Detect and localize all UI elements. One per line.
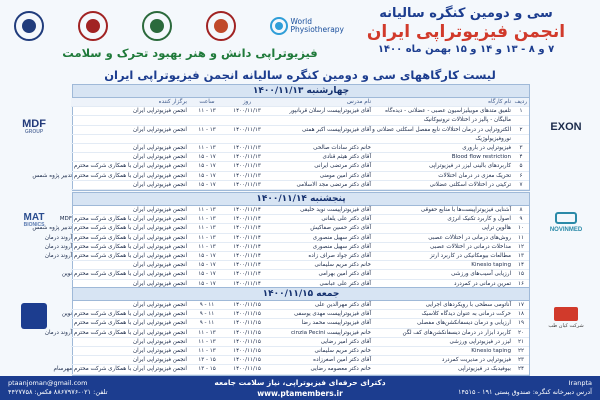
cell-time: ۱۳ - ۱۱ bbox=[189, 233, 225, 242]
cell-organizer: انجمن فیزیوتراپی ایران با همکاری شرکت محترم تدبیر پژوه شمس bbox=[32, 225, 187, 232]
cell-organizer: انجمن فیزیوتراپی ایران bbox=[71, 144, 189, 153]
cell-idx: ۵ bbox=[513, 162, 529, 171]
cell-time: ۱۷ - ۱۵ bbox=[189, 279, 225, 288]
table-row bbox=[71, 116, 529, 125]
cell-lecturer: آقای دکتر امین اصغرزاده bbox=[269, 356, 373, 365]
table-header-row bbox=[71, 98, 529, 107]
cell-title: نوروفیزیولوژیک bbox=[373, 134, 513, 143]
cell-lecturer: آقای فیزیوتراپیست نوید خلیقی bbox=[269, 206, 373, 215]
cell-idx: ۱۳ bbox=[513, 252, 529, 261]
congress-line2: انجمن فیزیوتراپی ایران bbox=[366, 21, 566, 42]
cell-idx: ۱۲ bbox=[513, 242, 529, 251]
cell-title: حرکت درمانی به عنوان دیدگاه کلاسیک bbox=[373, 310, 513, 319]
cell-organizer: انجمن فیزیوتراپی ایران bbox=[71, 279, 189, 288]
cell-title: Kinesio taping bbox=[373, 261, 513, 270]
cell-time: ۱۱ - ۹ bbox=[189, 319, 225, 328]
cell-lecturer bbox=[269, 116, 373, 125]
cell-lecturer: آقای دکتر علی عباسی bbox=[269, 279, 373, 288]
footer-right bbox=[452, 379, 592, 397]
cell-organizer: انجمن فیزیوتراپی ایران bbox=[71, 337, 189, 346]
cell-title: هالوپن تراپی bbox=[373, 224, 513, 233]
cell-date: ۱۴۰۰/۱۱/۱۵ bbox=[225, 356, 269, 365]
day-header: جمعه ۱۴۰۰/۱۱/۱۵ bbox=[73, 288, 529, 301]
mdf-logo bbox=[0, 112, 68, 142]
table-row bbox=[71, 180, 529, 189]
sponsor-badge-icon bbox=[554, 307, 578, 321]
cell-organizer bbox=[71, 116, 189, 125]
cell-organizer: انجمن فیزیوتراپی ایران با همکاری شرکت محترم آروند درمان bbox=[44, 243, 187, 250]
cell-idx: ۱۶ bbox=[513, 279, 529, 288]
column-header-time: ساعت bbox=[189, 98, 225, 107]
cell-title: تلفیق متدهای موبیلیزاسیون عصبی - عضلانی - دیده‌گاه bbox=[373, 107, 513, 116]
cell-date: ۱۴۰۰/۱۱/۱۴ bbox=[225, 224, 269, 233]
table-row bbox=[71, 261, 529, 270]
table-row bbox=[71, 328, 529, 337]
column-header-title: نام کارگاه bbox=[373, 98, 513, 107]
cell-time: ۱۳ - ۱۱ bbox=[189, 206, 225, 215]
cell-idx: ۲ bbox=[513, 125, 529, 134]
cell-idx: ۲۲ bbox=[513, 347, 529, 356]
cell-date: ۱۴۰۰/۱۱/۱۳ bbox=[225, 107, 269, 116]
table-row bbox=[71, 215, 529, 224]
table-row bbox=[71, 153, 529, 162]
footer bbox=[0, 376, 600, 400]
exon-logo bbox=[532, 112, 600, 142]
cell-organizer: انجمن فیزیوتراپی ایران bbox=[71, 301, 189, 310]
cell-organizer: انجمن فیزیوتراپی ایران bbox=[71, 180, 189, 189]
cell-title: Blood flow restriction bbox=[373, 153, 513, 162]
cell-lecturer: آقای دکتر جواد صراف زاده bbox=[269, 252, 373, 261]
cell-title: مطالعات بیومکانیکی در کاربرد ارتز bbox=[373, 252, 513, 261]
cell-lecturer: خانم دکتر معصومه رضایی bbox=[269, 365, 373, 374]
cell-idx bbox=[513, 116, 529, 125]
cell-time: ۱۵ - ۱۳ bbox=[189, 365, 225, 374]
cell-date: ۱۴۰۰/۱۱/۱۴ bbox=[225, 252, 269, 261]
cell-time: ۱۷ - ۱۵ bbox=[189, 180, 225, 189]
table-row bbox=[71, 134, 529, 143]
cell-date: ۱۴۰۰/۱۱/۱۴ bbox=[225, 233, 269, 242]
cell-time bbox=[189, 134, 225, 143]
cell-organizer: انجمن فیزیوتراپی ایران با همکاری شرکت محترم آروند درمان bbox=[44, 253, 187, 260]
table-row bbox=[71, 347, 529, 356]
sponsor-square-icon bbox=[21, 303, 47, 329]
cell-idx: ۱۱ bbox=[513, 233, 529, 242]
website-link[interactable]: www.ptamembers.ir bbox=[257, 389, 343, 398]
cell-lecturer: خانم فیزیوتراپیست cinzia Pecini bbox=[269, 328, 373, 337]
day-header: پنجشنبه ۱۴۰۰/۱۱/۱۴ bbox=[73, 193, 529, 206]
cell-lecturer: آقای دکتر امین مومنی bbox=[269, 171, 373, 180]
mdf-name: MDF bbox=[22, 118, 46, 130]
cell-organizer: انجمن فیزیوتراپی ایران با همکاری شرکت محترم MDF bbox=[59, 216, 187, 223]
cell-idx: ۲۳ bbox=[513, 356, 529, 365]
novinmed-logo bbox=[532, 205, 600, 239]
cell-date: ۱۴۰۰/۱۱/۱۴ bbox=[225, 215, 269, 224]
table-row bbox=[71, 233, 529, 242]
cell-idx: ۱۰ bbox=[513, 224, 529, 233]
novinmed-mark-icon bbox=[555, 212, 577, 224]
table-row bbox=[71, 107, 529, 116]
cell-idx: ۲۱ bbox=[513, 337, 529, 346]
cell-title: ترکیتی در اختلالات اسکلتی عضلانی bbox=[373, 180, 513, 189]
cell-title: تحریک مغزی در درمان اختلالات bbox=[373, 171, 513, 180]
header bbox=[0, 0, 600, 72]
table-row bbox=[71, 171, 529, 180]
table-row bbox=[71, 162, 529, 171]
table-row bbox=[71, 270, 529, 279]
world-physiotherapy-mark-icon bbox=[270, 17, 288, 35]
cell-lecturer: خانم دکتر مریم سلیمانی bbox=[269, 261, 373, 270]
cell-title: لیزر در فیزیوتراپی ورزشی bbox=[373, 337, 513, 346]
cell-idx: ۱۵ bbox=[513, 270, 529, 279]
mat-sub: BIONICS bbox=[23, 221, 45, 228]
column-header-lecturer: نام مدرس bbox=[269, 98, 373, 107]
cell-title: ارزیابی آسیب‌های ورزشی bbox=[373, 270, 513, 279]
cell-lecturer: خانم دکتر مریم سلیمانی bbox=[269, 347, 373, 356]
cell-time: ۱۷ - ۱۵ bbox=[189, 261, 225, 270]
cell-time: ۱۳ - ۱۱ bbox=[189, 337, 225, 346]
world-physiotherapy-logo bbox=[270, 17, 344, 35]
cell-idx: ۱ bbox=[513, 107, 529, 116]
cell-time: ۱۷ - ۱۵ bbox=[189, 162, 225, 171]
cell-time: ۱۳ - ۱۱ bbox=[189, 328, 225, 337]
cell-lecturer bbox=[269, 134, 373, 143]
cell-date: ۱۴۰۰/۱۱/۱۳ bbox=[225, 171, 269, 180]
cell-idx: ۸ bbox=[513, 206, 529, 215]
workshop-table bbox=[44, 301, 529, 375]
society-emblem-icon bbox=[206, 11, 236, 41]
cell-time: ۱۳ - ۱۱ bbox=[189, 215, 225, 224]
cell-date: ۱۴۰۰/۱۱/۱۵ bbox=[225, 319, 269, 328]
cell-date: ۱۴۰۰/۱۱/۱۵ bbox=[225, 365, 269, 374]
cell-time: ۱۱ - ۹ bbox=[189, 301, 225, 310]
congress-dates: ۷ و ۸ - ۱۳ و ۱۴ و ۱۵ بهمن ماه ۱۴۰۰ bbox=[377, 43, 555, 55]
congress-title bbox=[346, 6, 586, 56]
cell-organizer: انجمن فیزیوتراپی ایران bbox=[71, 347, 189, 356]
cell-idx: ۴ bbox=[513, 153, 529, 162]
cell-lecturer: آقای دکتر حسین صفاکیش bbox=[269, 224, 373, 233]
cell-date: ۱۴۰۰/۱۱/۱۳ bbox=[225, 162, 269, 171]
cell-organizer: انجمن فیزیوتراپی ایران bbox=[71, 125, 189, 134]
cell-time: ۱۷ - ۱۵ bbox=[189, 153, 225, 162]
cell-idx: ۱۹ bbox=[513, 319, 529, 328]
cell-time: ۱۳ - ۱۱ bbox=[189, 107, 225, 116]
instagram-handle[interactable]: Iranpta bbox=[568, 379, 592, 387]
table-row bbox=[71, 310, 529, 319]
column-header-date: روز bbox=[225, 98, 269, 107]
cell-time: ۱۳ - ۱۱ bbox=[189, 125, 225, 134]
table-row bbox=[71, 206, 529, 215]
cell-title: الکتروتراپی در درمان اختلالات نابع مفصل اسکلتی عضلانی و bbox=[372, 126, 511, 133]
cell-date: ۱۴۰۰/۱۱/۱۴ bbox=[225, 270, 269, 279]
cell-lecturer: آقای دکتر مرتضی مجد الاسلامی bbox=[269, 180, 373, 189]
cell-title: مداخلات درمانی در اختلالات عصبی bbox=[373, 242, 513, 251]
cell-organizer: انجمن فیزیوتراپی ایران bbox=[71, 107, 189, 116]
cell-lecturer: آقای فیزیوتراپیست ارسلان قربانپور bbox=[269, 107, 373, 116]
cell-organizer: انجمن فیزیوتراپی ایران با همکاری شرکت محترم bbox=[71, 162, 189, 171]
cell-idx: ۳ bbox=[513, 144, 529, 153]
congress-line1: سی و دومین کنگره سالیانه bbox=[379, 6, 553, 21]
cell-date bbox=[225, 116, 269, 125]
cell-organizer: انجمن فیزیوتراپی ایران با همکاری شرکت محترم نوین bbox=[61, 271, 187, 278]
cell-title: روش‌های درمانی در اختلالات عصبی bbox=[373, 233, 513, 242]
cell-lecturer: آقای دکتر مهرالدین علی bbox=[269, 301, 373, 310]
cell-title: فیزیوتراپی در باروری bbox=[373, 144, 513, 153]
cell-title: کاربرد ابزار در درمان دیسفانکشن‌های کف لگن bbox=[373, 328, 513, 337]
cell-lecturer: آقای دکتر سهیل منصوری bbox=[269, 242, 373, 251]
cell-organizer: انجمن فیزیوتراپی ایران bbox=[71, 153, 189, 162]
cell-idx bbox=[513, 134, 529, 143]
cell-time: ۱۳ - ۱۱ bbox=[189, 242, 225, 251]
postal-address: آدرس دبیرخانه کنگره: صندوق پستی ۱۹۱ - ۱۴۵۱۵ bbox=[458, 388, 592, 396]
cell-time: ۱۷ - ۱۵ bbox=[189, 270, 225, 279]
table-row bbox=[71, 301, 529, 310]
footer-left bbox=[8, 379, 148, 397]
mdf-sub: GROUP bbox=[24, 129, 44, 135]
cell-title: فیزیوتراپی در مدیریت کمردرد bbox=[373, 356, 513, 365]
cell-date: ۱۴۰۰/۱۱/۱۵ bbox=[225, 310, 269, 319]
table-row bbox=[71, 337, 529, 346]
cell-lecturer: خانم دکتر سادات صالحی bbox=[269, 144, 373, 153]
cell-lecturer: آقای دکتر امیر رضایی bbox=[269, 337, 373, 346]
cell-date: ۱۴۰۰/۱۱/۱۴ bbox=[225, 206, 269, 215]
right-bottom-logo bbox=[532, 302, 600, 334]
left-bottom-logo bbox=[0, 300, 68, 332]
cell-organizer: انجمن فیزیوتراپی ایران bbox=[71, 356, 189, 365]
table-row bbox=[71, 242, 529, 251]
cell-lecturer: آقای دکتر امین بهرامی bbox=[269, 270, 373, 279]
list-title: لیست کارگاههای سی و دومین کنگره سالیانه انجمن فیزیوتراپی ایران bbox=[104, 68, 496, 82]
cell-idx: ۷ bbox=[513, 180, 529, 189]
cell-lecturer: آقای دکتر سهیل منصوری bbox=[269, 233, 373, 242]
cell-date: ۱۴۰۰/۱۱/۱۵ bbox=[225, 337, 269, 346]
cell-title: مالیگان - پالیز در اختلالات نرونیوکانیک bbox=[373, 116, 513, 125]
cell-date: ۱۴۰۰/۱۱/۱۳ bbox=[225, 180, 269, 189]
cell-organizer: انجمن فیزیوتراپی ایران با همکاری شرکت محترم bbox=[71, 319, 189, 328]
mat-name: MAT bbox=[23, 211, 45, 223]
cell-idx: ۹ bbox=[513, 215, 529, 224]
cell-title: بیوفیدبک در فیزیوتراپی bbox=[373, 365, 513, 374]
wp-line2: Physiotherapy bbox=[290, 25, 344, 34]
cell-organizer: انجمن فیزیوتراپی ایران با همکاری شرکت محترم آروند درمان bbox=[44, 234, 187, 241]
footer-center bbox=[150, 377, 450, 399]
cell-date bbox=[225, 134, 269, 143]
cell-lecturer: آقای فیزیوتراپیست محمد رضا bbox=[269, 319, 373, 328]
cell-time: ۱۳ - ۱۱ bbox=[189, 144, 225, 153]
cell-organizer: انجمن فیزیوتراپی ایران bbox=[71, 261, 189, 270]
cell-organizer: انجمن فیزیوتراپی ایران با همکاری شرکت محترم تدبیر پژوه شمس bbox=[32, 172, 187, 179]
cell-title: اصول و کاربرد تکنیک انرژی bbox=[373, 215, 513, 224]
day-section-friday bbox=[44, 287, 530, 376]
logo-row bbox=[14, 6, 344, 46]
table-row bbox=[71, 144, 529, 153]
medical-council-logo-icon bbox=[78, 11, 108, 41]
cell-date: ۱۴۰۰/۱۱/۱۴ bbox=[225, 242, 269, 251]
cell-idx: ۱۸ bbox=[513, 310, 529, 319]
cell-lecturer: آقای فیزیوتراپیست مهدی یوسفی bbox=[269, 310, 373, 319]
cell-time: ۱۳ - ۱۱ bbox=[189, 224, 225, 233]
email-link[interactable]: ptaanjoman@gmail.com bbox=[8, 379, 88, 387]
ministry-health-logo-icon bbox=[142, 11, 172, 41]
cell-organizer bbox=[71, 134, 189, 143]
table-row bbox=[71, 356, 529, 365]
day-header: چهارشنبه ۱۴۰۰/۱۱/۱۳ bbox=[73, 85, 529, 98]
slogan: فیزیوتراپی دانش و هنر بهبود تحرک و سلامت bbox=[62, 46, 318, 60]
cell-title: تمرین درمانی در کمردرد bbox=[373, 279, 513, 288]
cell-organizer: انجمن فیزیوتراپی ایران با همکاری شرکت محترم مهرسام bbox=[53, 366, 187, 373]
cell-date: ۱۴۰۰/۱۱/۱۴ bbox=[225, 279, 269, 288]
cell-idx: ۱۴ bbox=[513, 261, 529, 270]
cell-title: Kinesio taping bbox=[373, 347, 513, 356]
cell-date: ۱۴۰۰/۱۱/۱۵ bbox=[225, 347, 269, 356]
cell-lecturer: آقای دکتر علی یلفانی bbox=[269, 215, 373, 224]
cell-time: ۱۷ - ۱۵ bbox=[189, 171, 225, 180]
university-logo-icon bbox=[14, 11, 44, 41]
wp-line1: World bbox=[290, 16, 313, 26]
table-row bbox=[71, 365, 529, 374]
cell-organizer: انجمن فیزیوتراپی ایران با همکاری شرکت محترم نوین bbox=[61, 311, 187, 318]
cell-lecturer: آقای دکتر هیثم قنادی bbox=[269, 153, 373, 162]
column-header-idx: ردیف bbox=[514, 99, 527, 105]
cell-date: ۱۴۰۰/۱۱/۱۵ bbox=[225, 301, 269, 310]
novin-name: NOVINMED bbox=[549, 226, 583, 233]
cell-lecturer: آقای دکتر مرتضی ایرانی bbox=[269, 162, 373, 171]
cell-time: ۱۱ - ۹ bbox=[189, 310, 225, 319]
table-row bbox=[71, 224, 529, 233]
cell-organizer: انجمن فیزیوتراپی ایران با همکاری شرکت محترم آروند درمان bbox=[44, 329, 187, 336]
cell-date: ۱۴۰۰/۱۱/۱۴ bbox=[225, 261, 269, 270]
right-bottom-name: شرکت کیان طب bbox=[548, 323, 584, 329]
cell-title: کاربردهای بالینی لیزر در فیزیوتراپی bbox=[373, 162, 513, 171]
cell-lecturer: آقای فیزیوتراپیست اکبر همتی bbox=[269, 125, 373, 134]
cell-date: ۱۴۰۰/۱۱/۱۳ bbox=[225, 144, 269, 153]
cell-date: ۱۴۰۰/۱۱/۱۵ bbox=[225, 328, 269, 337]
cell-idx: ۱۷ bbox=[513, 301, 529, 310]
cell-title: آناتومی سطحی با رویکرد‌های اجرایی bbox=[373, 301, 513, 310]
table-row bbox=[71, 125, 529, 134]
phone-fax: تلفن: ۰۲۱-۸۸۶۷۹۷۶ فکس: ۴۴۲۷۷۵۸ bbox=[8, 388, 108, 396]
table-row bbox=[71, 319, 529, 328]
cell-organizer: انجمن فیزیوتراپی ایران bbox=[71, 206, 189, 215]
exon-name: EXON bbox=[550, 120, 582, 133]
cell-idx: ۲۴ bbox=[513, 365, 529, 374]
cell-idx: ۶ bbox=[513, 171, 529, 180]
cell-time bbox=[189, 116, 225, 125]
cell-date: ۱۴۰۰/۱۱/۱۳ bbox=[225, 153, 269, 162]
cell-time: ۱۷ - ۱۵ bbox=[189, 252, 225, 261]
footer-motto: دکترای حرفه‌ای فیزیوتراپی، نیاز سلامت جامعه bbox=[214, 378, 386, 387]
cell-title: آشنایی فیزیوتراپیست‌ها با منابع حقوقی bbox=[373, 206, 513, 215]
cell-time: ۱۵ - ۱۳ bbox=[189, 356, 225, 365]
column-header-organizer: برگزار کننده bbox=[71, 98, 189, 107]
cell-idx: ۲۰ bbox=[513, 328, 529, 337]
cell-date: ۱۴۰۰/۱۱/۱۳ bbox=[225, 125, 269, 134]
cell-title: ارزیابی و درمان دیسفانکشن‌های مفصلی bbox=[373, 319, 513, 328]
cell-time: ۱۳ - ۱۱ bbox=[189, 347, 225, 356]
table-row bbox=[71, 252, 529, 261]
